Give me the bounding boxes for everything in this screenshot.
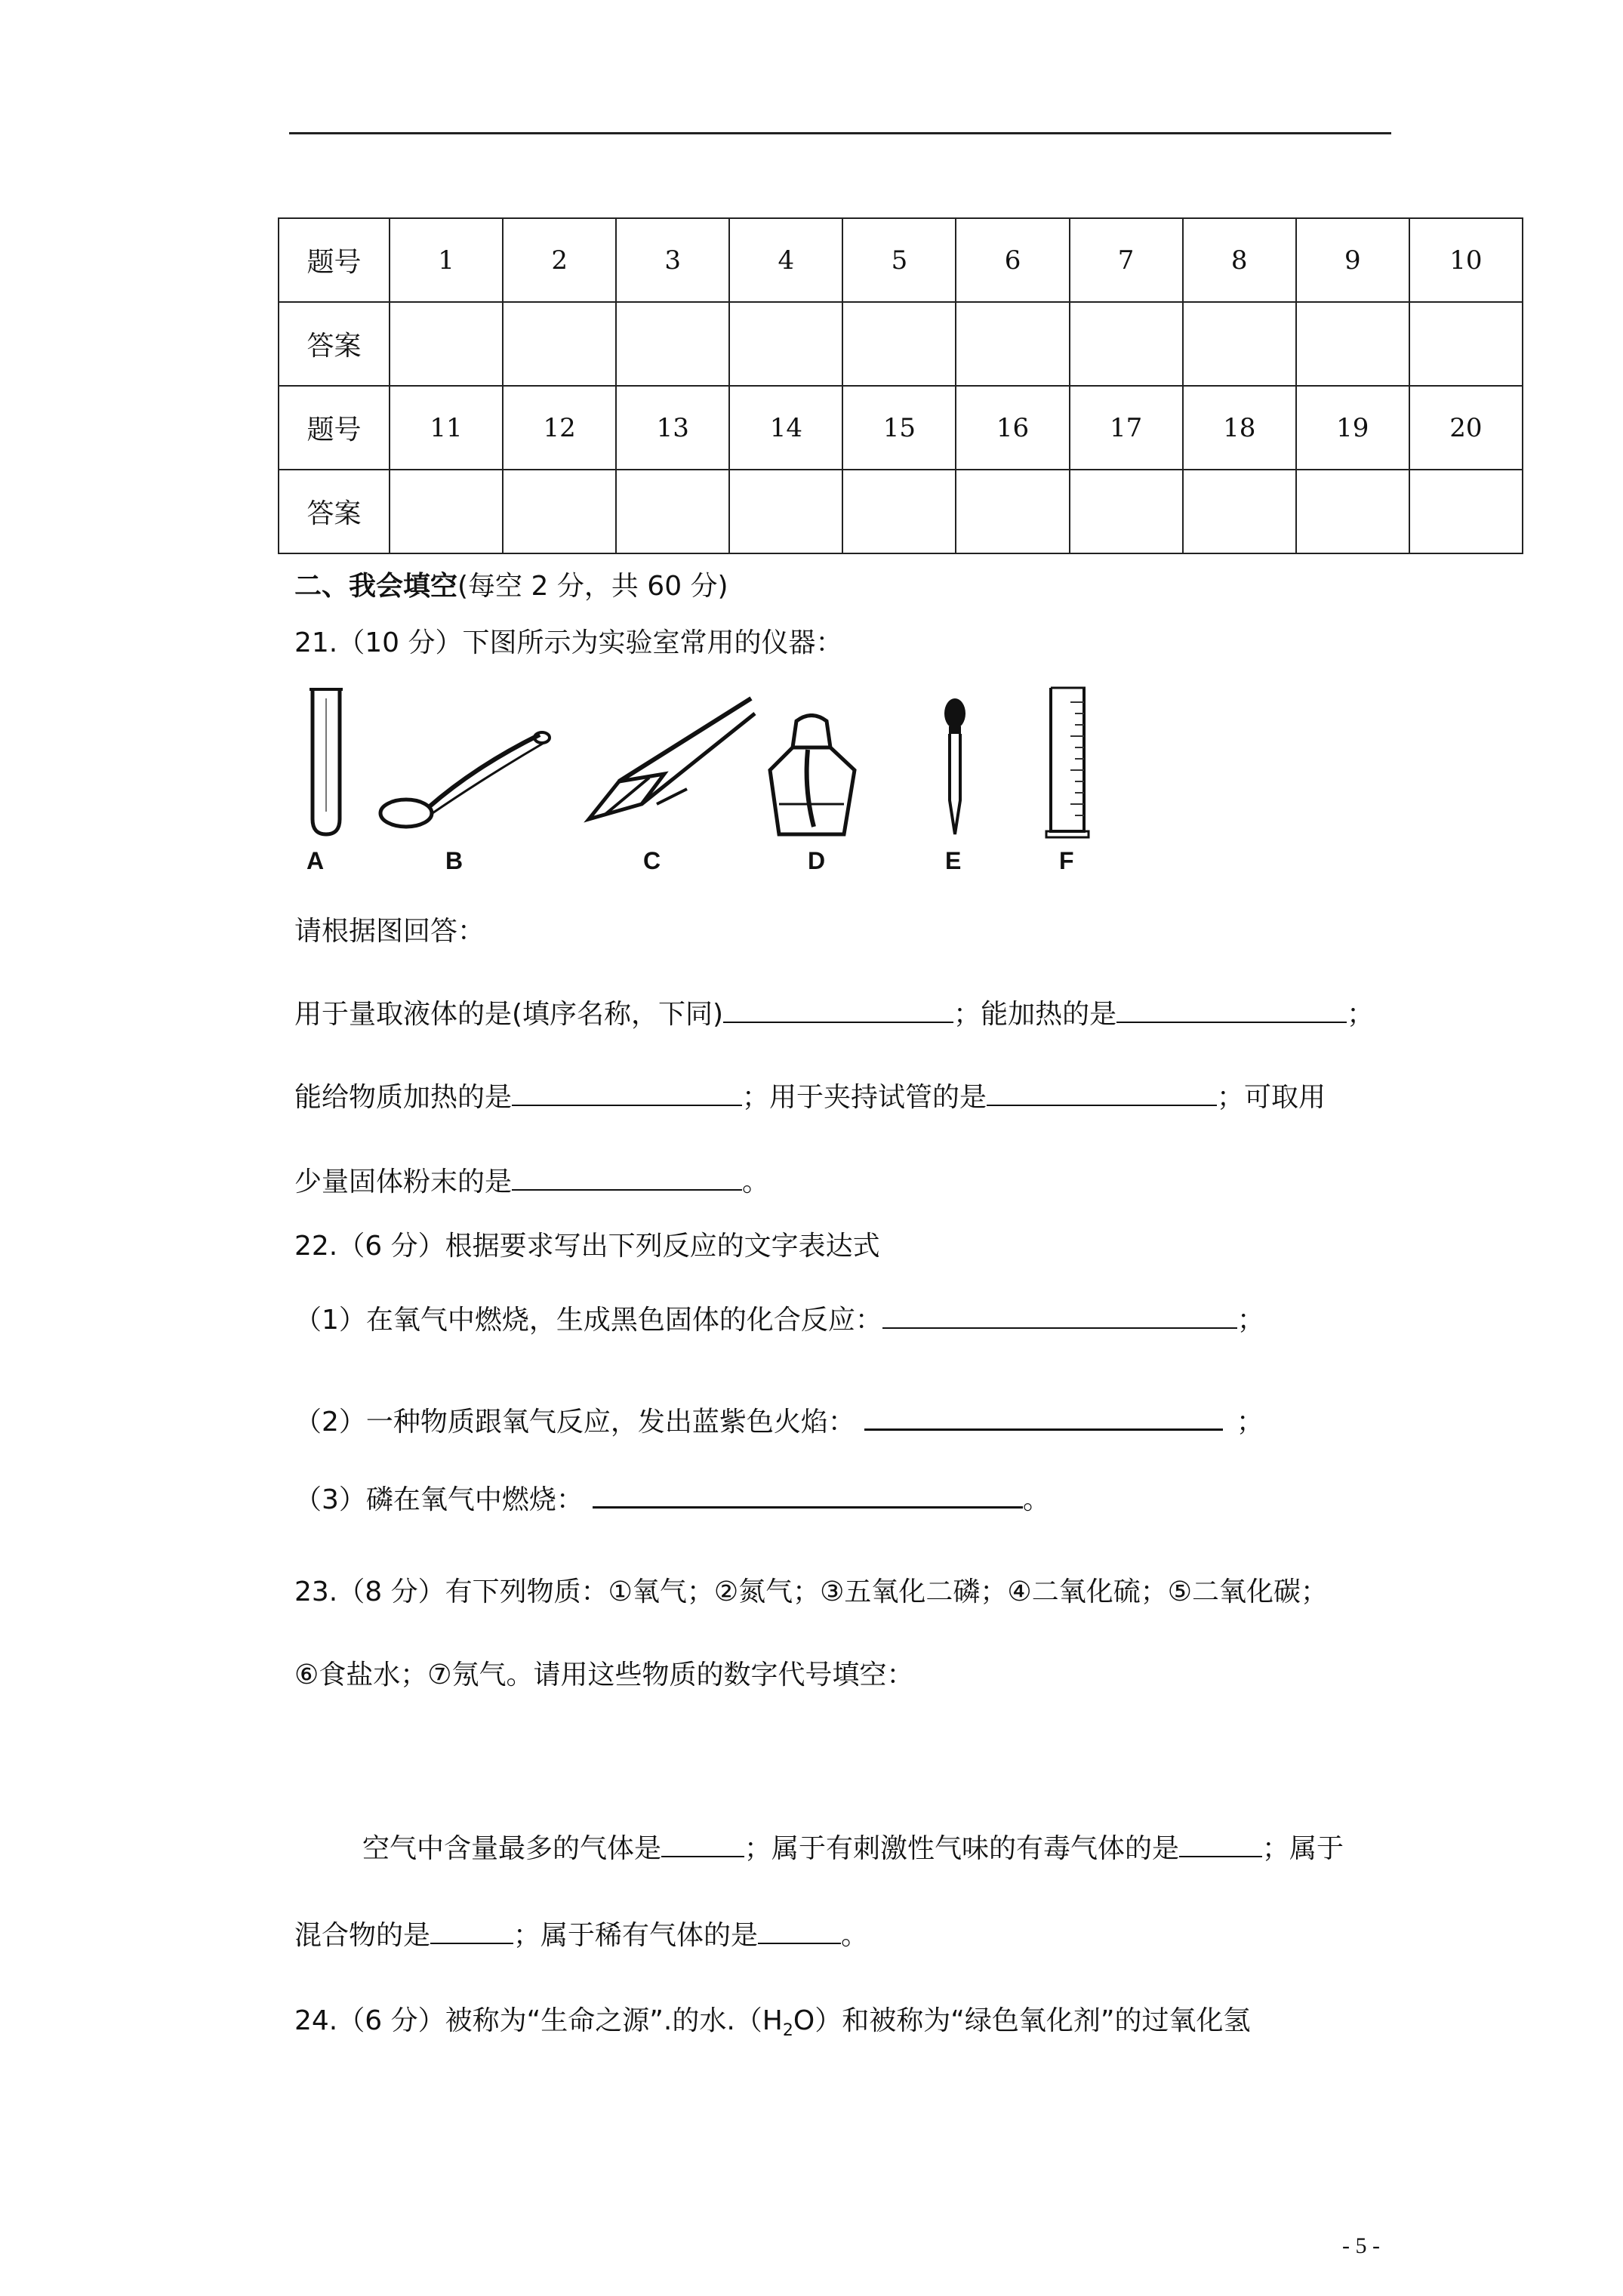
- question-number-cell: 10: [1409, 218, 1523, 302]
- answer-cell[interactable]: [390, 470, 503, 553]
- answer-cell[interactable]: [1183, 470, 1296, 553]
- q23-text-4c: 。: [841, 1920, 869, 1951]
- q23-text-3b: ；属于有刺激性气味的有毒气体的是: [744, 1833, 1180, 1864]
- fig-label-e: E: [945, 847, 962, 874]
- q24-line1: [294, 1999, 1251, 2040]
- q21-line1: [294, 993, 1374, 1031]
- q23-text-4b: ；属于稀有气体的是: [513, 1920, 759, 1951]
- answer-cell[interactable]: [616, 470, 729, 553]
- test-tube-icon: [303, 683, 349, 838]
- answer-table: [278, 217, 1523, 554]
- graduated-cylinder-icon: [1042, 683, 1095, 842]
- answer-cell[interactable]: [1409, 470, 1523, 553]
- q24-text-d: O）和被称为“绿色氧化剂”的过氧化氢: [793, 2005, 1251, 2036]
- q22-item2-text: （2）一种物质跟氧气反应，发出蓝紫色火焰：: [294, 1407, 855, 1438]
- q21-text-1b: ；能加热的是: [953, 999, 1117, 1030]
- question-number-cell: 16: [956, 386, 1069, 470]
- question-number-cell: 5: [842, 218, 956, 302]
- answer-cell[interactable]: [1296, 470, 1409, 553]
- row-label: 答案: [279, 302, 390, 386]
- fig-label-f: F: [1059, 847, 1074, 874]
- q24-subscript: 2: [782, 2021, 793, 2041]
- page-number: - 5 -: [1342, 2233, 1380, 2258]
- q21-text-2c: ；可取用: [1217, 1082, 1326, 1113]
- question-number-cell: 15: [842, 386, 956, 470]
- q24-text-c: .（H: [726, 2005, 783, 2036]
- question-number-cell: 4: [729, 218, 842, 302]
- answer-cell[interactable]: [1409, 302, 1523, 386]
- q21-prompt: 请根据图回答：: [294, 916, 485, 947]
- answer-blank[interactable]: [1179, 1855, 1262, 1857]
- question-number-cell: 6: [956, 218, 1069, 302]
- answer-cell[interactable]: [1296, 302, 1409, 386]
- q23-line4: [294, 1914, 868, 1952]
- q23-text-3a: 空气中含量最多的气体是: [362, 1833, 662, 1864]
- row-label: 题号: [279, 218, 390, 302]
- answer-cell[interactable]: [503, 302, 616, 386]
- question-number-cell: 7: [1070, 218, 1183, 302]
- answer-cell[interactable]: [616, 302, 729, 386]
- question-number-cell: 8: [1183, 218, 1296, 302]
- header-rule: [289, 132, 1391, 134]
- q23-line2: ⑥食盐水；⑦氖气。请用这些物质的数字代号填空：: [294, 1660, 914, 1690]
- fig-label-a: A: [306, 847, 325, 874]
- answer-blank[interactable]: [593, 1505, 1023, 1509]
- alcohol-lamp-icon: [755, 713, 868, 842]
- q23-line1: 23.（8 分）有下列物质：①氧气；②氮气；③五氧化二磷；④二氧化硫；⑤二氧化碳；: [294, 1576, 1328, 1607]
- section-heading: [294, 565, 728, 603]
- q21-text-1a: 用于量取液体的是(填序名称，下同): [294, 999, 724, 1030]
- answer-cell[interactable]: [956, 302, 1069, 386]
- q21-title: 21.（10 分）下图所示为实验室常用的仪器：: [294, 627, 843, 658]
- q22-item1-end: ；: [1236, 1305, 1264, 1336]
- q23-text-4a: 混合物的是: [294, 1920, 431, 1951]
- dropper-icon: [936, 695, 974, 838]
- question-number-cell: 18: [1183, 386, 1296, 470]
- q22-item1: [294, 1299, 1264, 1337]
- answer-cell[interactable]: [1070, 470, 1183, 553]
- answer-cell[interactable]: [729, 470, 842, 553]
- section-title: 二、我会填空: [294, 571, 458, 602]
- q22-item3-end: 。: [1022, 1484, 1050, 1515]
- q22-title: 22.（6 分）根据要求写出下列反应的文字表达式: [294, 1231, 880, 1262]
- answer-blank[interactable]: [723, 1021, 953, 1023]
- q21-text-2b: ；用于夹持试管的是: [742, 1082, 987, 1113]
- answer-blank[interactable]: [430, 1942, 513, 1944]
- question-number-cell: 17: [1070, 386, 1183, 470]
- question-number-cell: 20: [1409, 386, 1523, 470]
- section-note: (每空 2 分，共 60 分): [457, 571, 728, 602]
- question-number-cell: 11: [390, 386, 503, 470]
- answer-cell[interactable]: [1183, 302, 1296, 386]
- q21-line3: [294, 1160, 769, 1199]
- q23-line3: [362, 1827, 1344, 1866]
- answer-blank[interactable]: [864, 1428, 1223, 1431]
- q21-line2: [294, 1076, 1326, 1114]
- q22-item3: [294, 1478, 1050, 1517]
- q23-text-3c: ；属于: [1262, 1833, 1344, 1864]
- answer-cell[interactable]: [842, 302, 956, 386]
- fig-label-d: D: [808, 847, 826, 874]
- q21-text-1c: ；: [1347, 999, 1375, 1030]
- question-number-cell: 13: [616, 386, 729, 470]
- q22-item2-end: ；: [1236, 1407, 1264, 1438]
- answer-cell[interactable]: [390, 302, 503, 386]
- lab-instruments-figure: [294, 683, 1125, 880]
- q21-text-2a: 能给物质加热的是: [294, 1082, 513, 1113]
- answer-cell[interactable]: [729, 302, 842, 386]
- row-label: 答案: [279, 470, 390, 553]
- tube-holder-icon: [574, 691, 762, 842]
- question-number-cell: 1: [390, 218, 503, 302]
- fig-label-c: C: [643, 847, 661, 874]
- answer-cell[interactable]: [956, 470, 1069, 553]
- answer-blank[interactable]: [1116, 1021, 1347, 1023]
- answer-blank[interactable]: [758, 1942, 841, 1944]
- question-number-cell: 2: [503, 218, 616, 302]
- answer-blank[interactable]: [661, 1855, 744, 1857]
- fig-label-b: B: [445, 847, 463, 874]
- answer-cell[interactable]: [842, 470, 956, 553]
- q22-item2: [294, 1401, 1264, 1439]
- spoon-icon: [377, 713, 551, 834]
- q22-item1-text: （1）在氧气中燃烧，生成黑色固体的化合反应：: [294, 1305, 882, 1336]
- answer-cell[interactable]: [1070, 302, 1183, 386]
- q21-text-3a: 少量固体粉末的是: [294, 1166, 513, 1197]
- table-row: [279, 470, 1523, 553]
- question-number-cell: 19: [1296, 386, 1409, 470]
- question-number-cell: 3: [616, 218, 729, 302]
- question-number-cell: 9: [1296, 218, 1409, 302]
- q24-text-a: 24.（6 分）被称为“生命之源”: [294, 2005, 664, 2036]
- table-row: [279, 386, 1523, 470]
- answer-cell[interactable]: [503, 470, 616, 553]
- question-number-cell: 12: [503, 386, 616, 470]
- row-label: 题号: [279, 386, 390, 470]
- table-row: [279, 218, 1523, 302]
- answer-blank[interactable]: [882, 1327, 1237, 1329]
- answer-blank[interactable]: [512, 1188, 742, 1191]
- question-number-cell: 14: [729, 386, 842, 470]
- answer-blank[interactable]: [987, 1104, 1217, 1106]
- table-row: [279, 302, 1523, 386]
- q21-text-3b: 。: [742, 1166, 770, 1197]
- answer-blank[interactable]: [512, 1104, 742, 1106]
- q24-text-b: .的水: [663, 2005, 727, 2036]
- q22-item3-text: （3）磷在氧气中燃烧：: [294, 1484, 584, 1515]
